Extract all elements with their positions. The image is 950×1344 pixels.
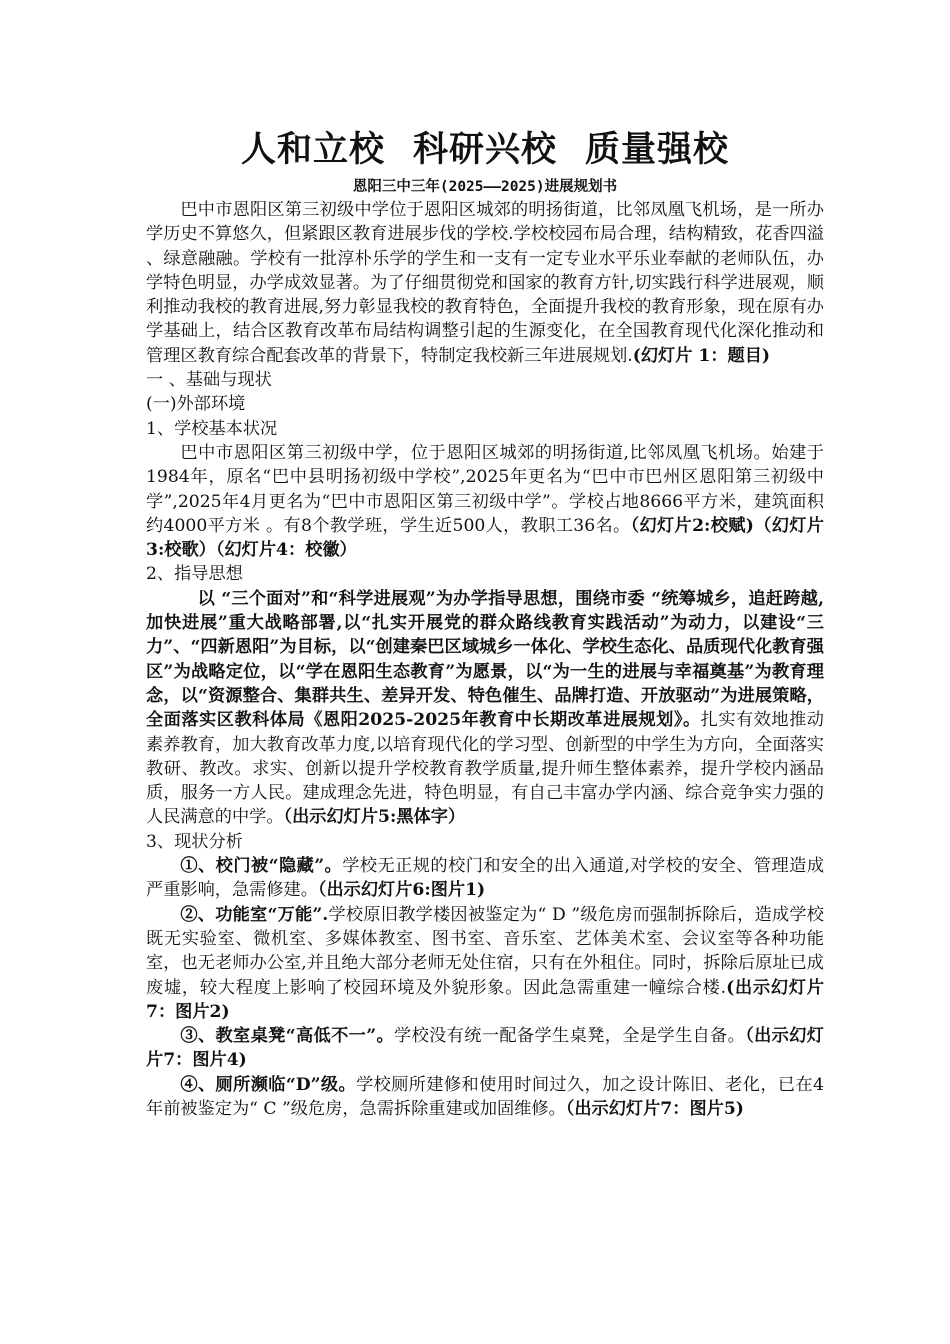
status-item-3 <box>146 1024 824 1073</box>
section-heading-basic: 1、学校基本状况 <box>146 418 278 439</box>
title-part-2: 科研兴校 <box>412 129 557 170</box>
intro-text: 巴中市恩阳区第三初级中学位于恩阳区城郊的明扬街道，比邻凤凰飞机场，是一所办学历史不算悠久，但紧跟区教育进展步伐的学校.学校校园布局合理，结构精致，花香四溢 、绿意融融。学校有一批淳朴乐学的学生和一支有一定专业水平乐业奉献的老师队伍，办学特色明显，办学成效显著。为了仔细贯彻党和国家的教育方针,切实践行科学进展观，顺利推动我校的教育进展,努力彰显我校的教育特色，全面提升我校的教育形象，现在原有办学基础上，结合区教育改革布局结构调整引起的生源变化，在全国教育现代化深化推动和管理区教育综合配套改革的背景下，特制定我校新三年进展规划. <box>146 200 824 366</box>
guide-paragraph <box>146 587 824 830</box>
status-item-note: （出示幻灯片7：图片4) <box>146 1026 824 1071</box>
guide-text: 扎实有效地推动素养教育，加大教育改革力度,以培育现代化的学习型、创新型的中学生为方向，全面落实教研、教改。求实、创新以提升学校教育教学质量,提升师生整体素养，提升学校内涵品质，服务一方人民。建成理念先进，特色明显，有自己丰富办学内涵、综合竞争实力强的人民满意的中学。 <box>146 710 824 828</box>
status-item-4 <box>146 1073 824 1122</box>
guide-note: （出示幻灯片5:黑体字） <box>283 807 466 828</box>
status-item-2 <box>146 903 824 1024</box>
intro-note: (幻灯片 1：题目) <box>632 345 771 366</box>
status-item-text: 学校没有统一配备学生桌凳，全是学生自备。 <box>394 1026 746 1047</box>
document-subtitle: 恩阳三中三年(2025——2025)进展规划书 <box>352 179 618 195</box>
title-part-3: 质量强校 <box>585 129 730 170</box>
section-heading-guide: 2、指导思想 <box>146 564 243 585</box>
section-heading-status: 3、现状分析 <box>146 831 243 852</box>
status-item-note: （出示幻灯片6:图片1) <box>317 880 486 901</box>
document-title <box>146 124 824 176</box>
guide-bold-text: 以 “三个面对”和“科学进展观”为办学指导思想，围绕市委 “统筹城乡，追赶跨越,加快进展”重大战略部署,以“扎实开展党的群众路线教育实践活动”为动力，以建设“三力”、“四新恩阳”为目标，以“创建秦巴区域城乡一体化、学校生态化、品质现代化教育强区”为战略定位，以“学在恩阳生态教育”为愿景，以“为一生的进展与幸福奠基”为教育理念，以“资源整合、集群共生、差异开发、特色催生、品牌打造、开放驱动”为进展策略，全面落实区教科体局《恩阳2025-2025年教育中长期改革进展规划》。 <box>146 588 824 731</box>
status-item-1 <box>146 854 824 903</box>
status-item-note: (出示幻灯片7：图片2) <box>146 977 824 1022</box>
basic-text: 巴中市恩阳区第三初级中学，位于恩阳区城郊的明扬街道,比邻凤凰飞机场。始建于1984年，原名“巴中县明扬初级中学校”,2025年更名为“巴中市巴州区恩阳第三初级中学”,2025年4月更名为“巴中市恩阳区第三初级中学”。学校占地8666平方米，建筑面积约4000平方米 。有8个教学班，学生近500人，教职工36名。 <box>146 442 824 536</box>
status-item-lead: ②、功能室“万能”. <box>180 904 329 925</box>
document-page <box>146 124 824 1121</box>
status-item-note: （出示幻灯片7：图片5) <box>565 1098 744 1119</box>
status-item-text: 学校厕所建修和使用时间过久，加之设计陈旧、老化，已在4年前被鉴定为“ C ”级危房，急需拆除重建或加固维修。 <box>146 1074 824 1119</box>
title-part-1: 人和立校 <box>240 129 385 170</box>
status-item-lead: ④、厕所濒临“D”级。 <box>180 1074 357 1095</box>
status-item-lead: ③、教室桌凳“高低不一”。 <box>180 1026 395 1047</box>
intro-paragraph <box>146 198 824 368</box>
status-item-text: 学校无正规的校门和安全的出入通道,对学校的安全、管理造成严重影响，急需修建。 <box>146 856 825 901</box>
status-item-text: 学校原旧教学楼因被鉴定为“ D ”级危房而强制拆除后，造成学校既无实验室、微机室、多媒体教室、图书室、音乐室、艺体美术室、会议室等各种功能室，也无老师办公室,并且绝大部分老师无处住宿，只有在外租住。同时，拆除后原址已成废墟，较大程度上影响了校园环境及外貌形象。因此急需重建一幢综合楼. <box>146 904 824 998</box>
basic-note: （幻灯片2:校赋)（幻灯片3:校歌）（幻灯片4：校徽） <box>146 515 824 561</box>
section-heading-1: 一 、基础与现状 <box>146 370 272 391</box>
section-heading-external: (一)外部环境 <box>146 394 246 415</box>
status-item-lead: ①、校门被“隐藏”。 <box>180 856 343 877</box>
basic-paragraph <box>146 441 824 562</box>
